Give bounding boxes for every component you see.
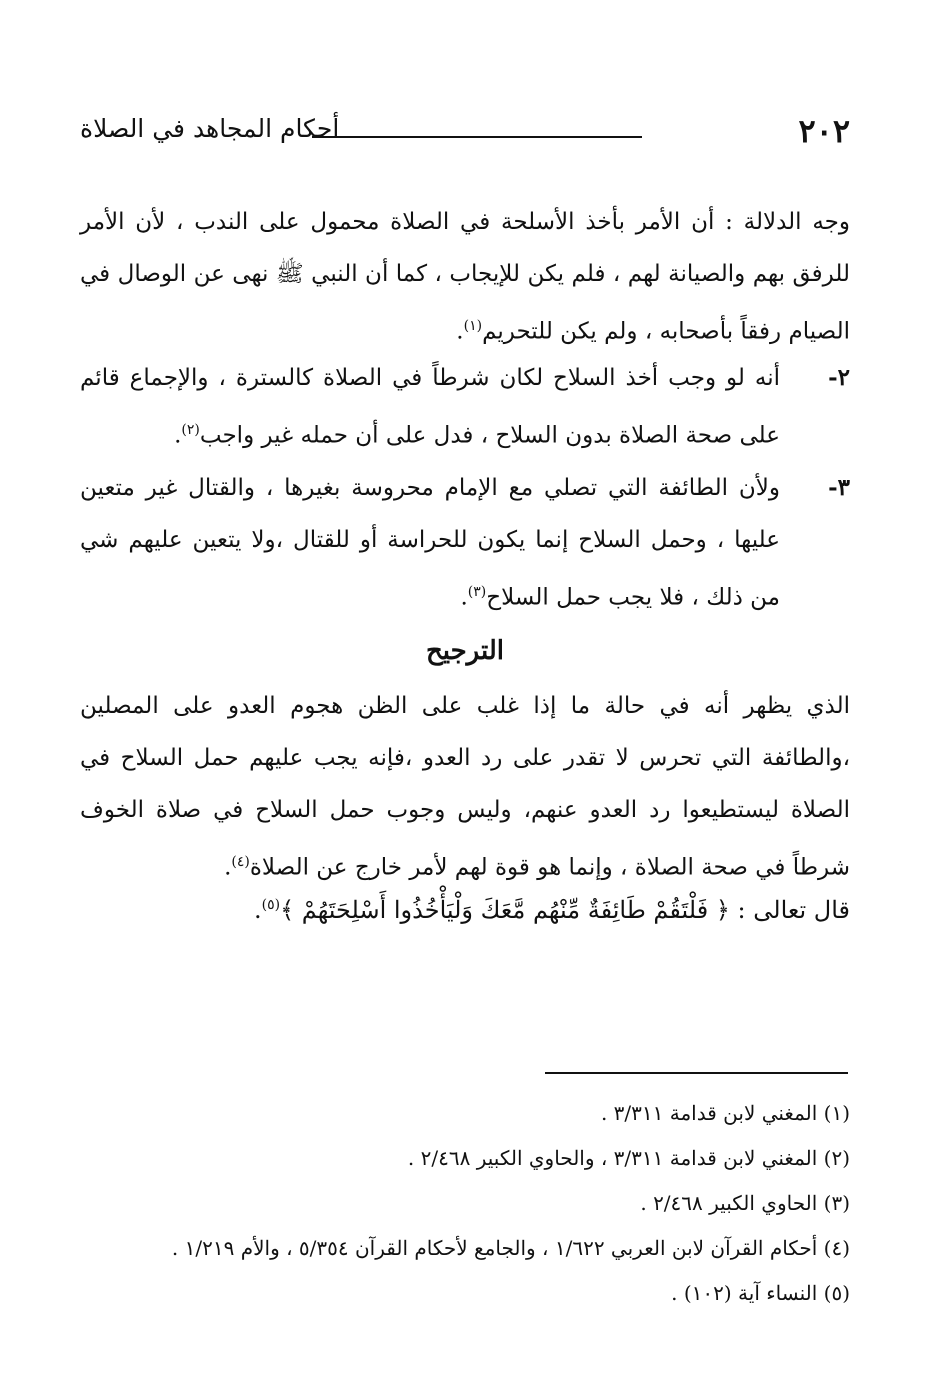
paragraph-evidence-text: وجه الدلالة : أن الأمر بأخذ الأسلحة في الصلاة محمول على الندب ، لأن الأمر للرفق بهم والصيانة لهم ، فلم يكن للإيجاب ، كما أن النبي ﷺ نهى عن الوصال في الصيام رفقاً بأصحابه ، ولم يكن للتحريم [80, 209, 850, 345]
paragraph-preference: الذي يظهر أنه في حالة ما إذا غلب على الظن هجوم العدو على المصلين ،والطائفة التي تحرس لا تقدر على رد العدو ،فإنه يجب عليهم حمل السلاح في الصلاة ليستطيعوا رد العدو عنهم، وليس وجوب حمل السلاح في صلاة الخوف شرطاً في صحة الصلاة ، وإنما هو قوة لهم لأمر خارج عن الصلاة$^{(٤)}$. [80, 693, 850, 881]
footnote-separator [545, 1072, 848, 1074]
numbered-item-2 [80, 352, 850, 456]
verse-intro: قال تعالى : [737, 896, 850, 924]
footnote-3: (٣) الحاوي الكبير ٢/٤٦٨ . [640, 1191, 850, 1215]
item-number-3: ٣- [828, 474, 850, 501]
footnote-ref-5: (٥) [261, 897, 281, 913]
footnote-ref-3: (٣) [467, 584, 487, 600]
footnotes [80, 1093, 850, 1318]
footnote-5: (٥) النساء آية (١٠٢) . [671, 1281, 850, 1305]
footnote-4: (٤) أحكام القرآن لابن العربي ١/٦٢٢ ، والجامع لأحكام القرآن ٥/٣٥٤ ، والأم ١/٢١٩ . [171, 1236, 850, 1260]
numbered-item-3 [80, 462, 850, 622]
footnote-ref-4: (٤) [231, 854, 250, 870]
footnote-ref-1: (١) [463, 318, 483, 334]
footnote-1: (١) المغني لابن قدامة ٣/٣١١ . [600, 1101, 850, 1125]
paragraph-evidence: وجه الدلالة : أن الأمر بأخذ الأسلحة في الصلاة محمول على الندب ، لأن الأمر للرفق بهم والصيانة لهم ، فلم يكن للإيجاب ، كما أن النبي ﷺ نهى عن الوصال في الصيام رفقاً بأصحابه ، ولم يكن للتحريم$^{(١)}$. [80, 209, 850, 345]
item-2-body: أنه لو وجب أخذ السلاح لكان شرطاً في الصلاة كالسترة ، والإجماع قائم على صحة الصلاة بدون السلاح ، فدل على أن حمله غير واجب [80, 365, 780, 449]
item-3-text: ولأن الطائفة التي تصلي مع الإمام محروسة بغيرها ، والقتال غير متعين عليها ، وحمل السلاح إنما يكون للحراسة أو للقتال ،ولا يتعين عليهم شي من ذلك ، فلا يجب حمل السلاح$^{(٣)}$. [80, 475, 780, 611]
item-2-text: أنه لو وجب أخذ السلاح لكان شرطاً في الصلاة كالسترة ، والإجماع قائم على صحة الصلاة بدون السلاح ، فدل على أن حمله غير واجب$^{(٢)}$. [80, 365, 780, 449]
footnote-2: (٢) المغني لابن قدامة ٣/٣١١ ، والحاوي الكبير ٢/٤٦٨ . [407, 1146, 850, 1170]
page-number: ٢٠٢ [798, 112, 850, 150]
item-3-body: ولأن الطائفة التي تصلي مع الإمام محروسة بغيرها ، والقتال غير متعين عليها ، وحمل السلاح إنما يكون للحراسة أو للقتال ،ولا يتعين عليهم شي من ذلك ، فلا يجب حمل السلاح [80, 475, 780, 611]
header-rule [312, 136, 642, 138]
section-heading: الترجيح [425, 636, 505, 666]
footnote-ref-2: (٢) [181, 422, 200, 438]
running-title: أحكام المجاهد في الصلاة [80, 114, 340, 143]
paragraph-preference-text: الذي يظهر أنه في حالة ما إذا غلب على الظن هجوم العدو على المصلين ،والطائفة التي تحرس لا تقدر على رد العدو ،فإنه يجب عليهم حمل السلاح في الصلاة ليستطيعوا رد العدو عنهم، وليس وجوب حمل السلاح في صلاة الخوف شرطاً في صحة الصلاة ، وإنما هو قوة لهم لأمر خارج عن الصلاة [80, 693, 850, 881]
page-header [80, 112, 850, 152]
item-number-2: ٢- [828, 364, 850, 391]
quran-verse: ﴿ فَلْتَقُمْ طَائِفَةٌ مِّنْهُم مَّعَكَ وَلْيَأْخُذُوا أَسْلِحَتَهُمْ ﴾ [280, 896, 730, 924]
quran-verse-line: قال تعالى : ﴿ فَلْتَقُمْ طَائِفَةٌ مِّنْهُم مَّعَكَ وَلْيَأْخُذُوا أَسْلِحَتَهُمْ ﴾$^{(٥)}$. [253, 896, 850, 924]
